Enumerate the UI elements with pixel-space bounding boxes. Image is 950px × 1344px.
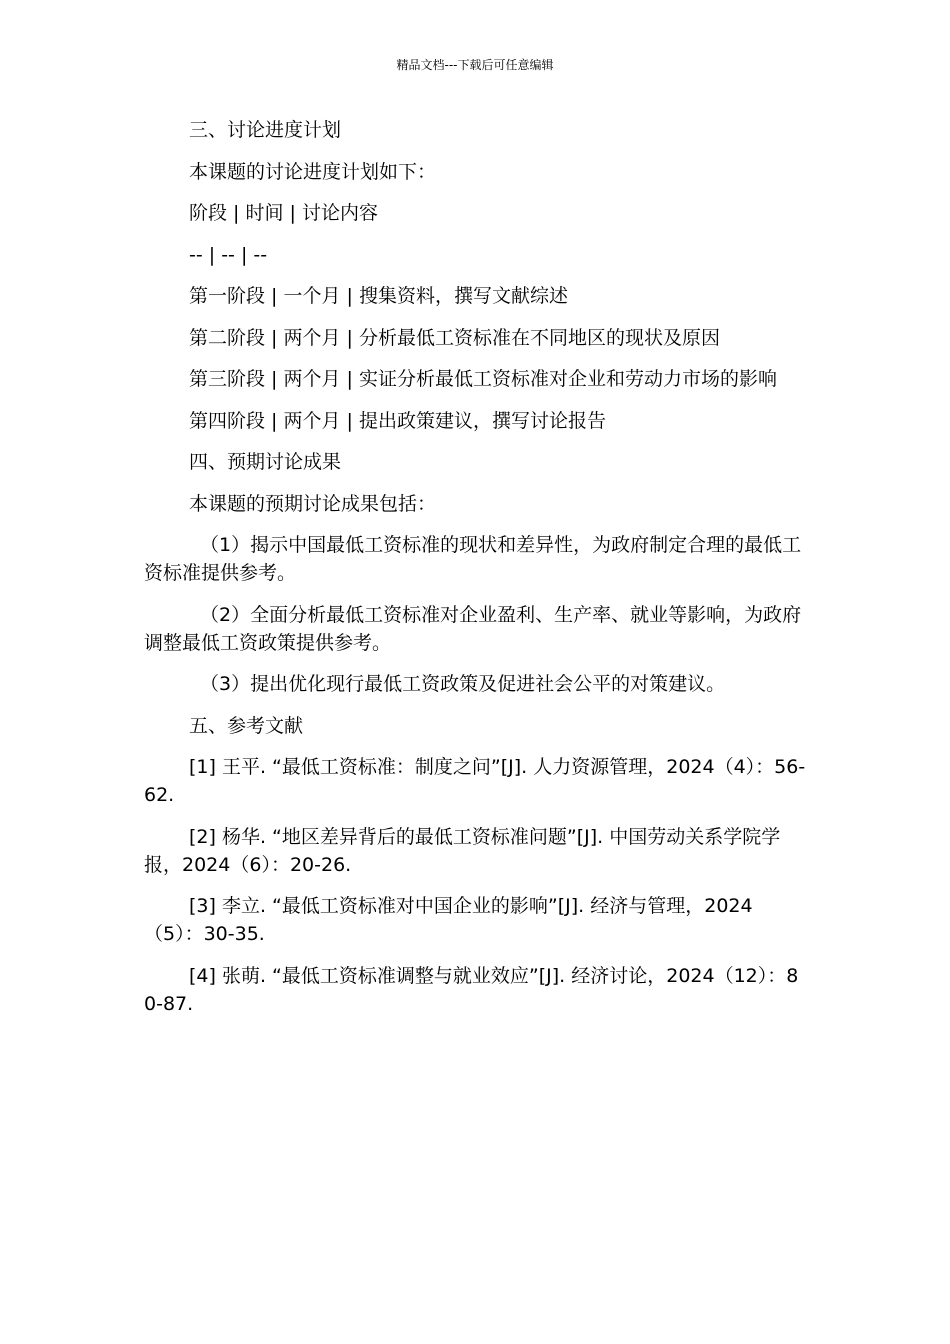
outcomes-intro: 本课题的预期讨论成果包括： xyxy=(189,492,437,515)
schedule-row-2: 第二阶段 | 两个月 | 分析最低工资标准在不同地区的现状及原因 xyxy=(189,326,720,349)
schedule-table-header: 阶段 | 时间 | 讨论内容 xyxy=(189,202,378,224)
outcome-item-1: （1）揭示中国最低工资标准的现状和差异性，为政府制定合理的最低工资标准提供参考。 xyxy=(144,534,802,584)
schedule-row-1: 第一阶段 | 一个月 | 搜集资料，撰写文献综述 xyxy=(189,285,568,307)
schedule-row-3: 第三阶段 | 两个月 | 实证分析最低工资标准对企业和劳动力市场的影响 xyxy=(189,368,777,390)
schedule-table-separator: -- | -- | -- xyxy=(189,243,268,266)
outcome-item-2: （2）全面分析最低工资标准对企业盈利、生产率、就业等影响，为政府调整最低工资政策提供参考。 xyxy=(144,603,802,654)
schedule-row-4: 第四阶段 | 两个月 | 提出政策建议，撰写讨论报告 xyxy=(189,409,606,432)
section-heading-schedule: 三、讨论进度计划 xyxy=(189,119,342,141)
reference-2: [2] 杨华. “地区差异背后的最低工资标准问题”[J]. 中国劳动关系学院学报，2024（6）：20-26. xyxy=(144,825,781,876)
outcome-item-3: （3）提出优化现行最低工资政策及促进社会公平的对策建议。 xyxy=(200,673,726,695)
section-heading-outcomes: 四、预期讨论成果 xyxy=(189,451,342,473)
reference-1: [1] 王平. “最低工资标准：制度之问”[J]. 人力资源管理，2024（4）：56-62. xyxy=(144,756,806,806)
section-heading-references: 五、参考文献 xyxy=(189,714,304,737)
reference-4: [4] 张萌. “最低工资标准调整与就业效应”[J]. 经济讨论，2024（12）：80-87. xyxy=(144,964,799,1015)
schedule-intro: 本课题的讨论进度计划如下： xyxy=(189,160,437,183)
reference-3: [3] 李立. “最低工资标准对中国企业的影响”[J]. 经济与管理，2024（5）：30-35. xyxy=(144,895,753,945)
document-body xyxy=(144,116,808,1031)
page-header: 精品文档---下载后可任意编辑 xyxy=(396,58,554,72)
